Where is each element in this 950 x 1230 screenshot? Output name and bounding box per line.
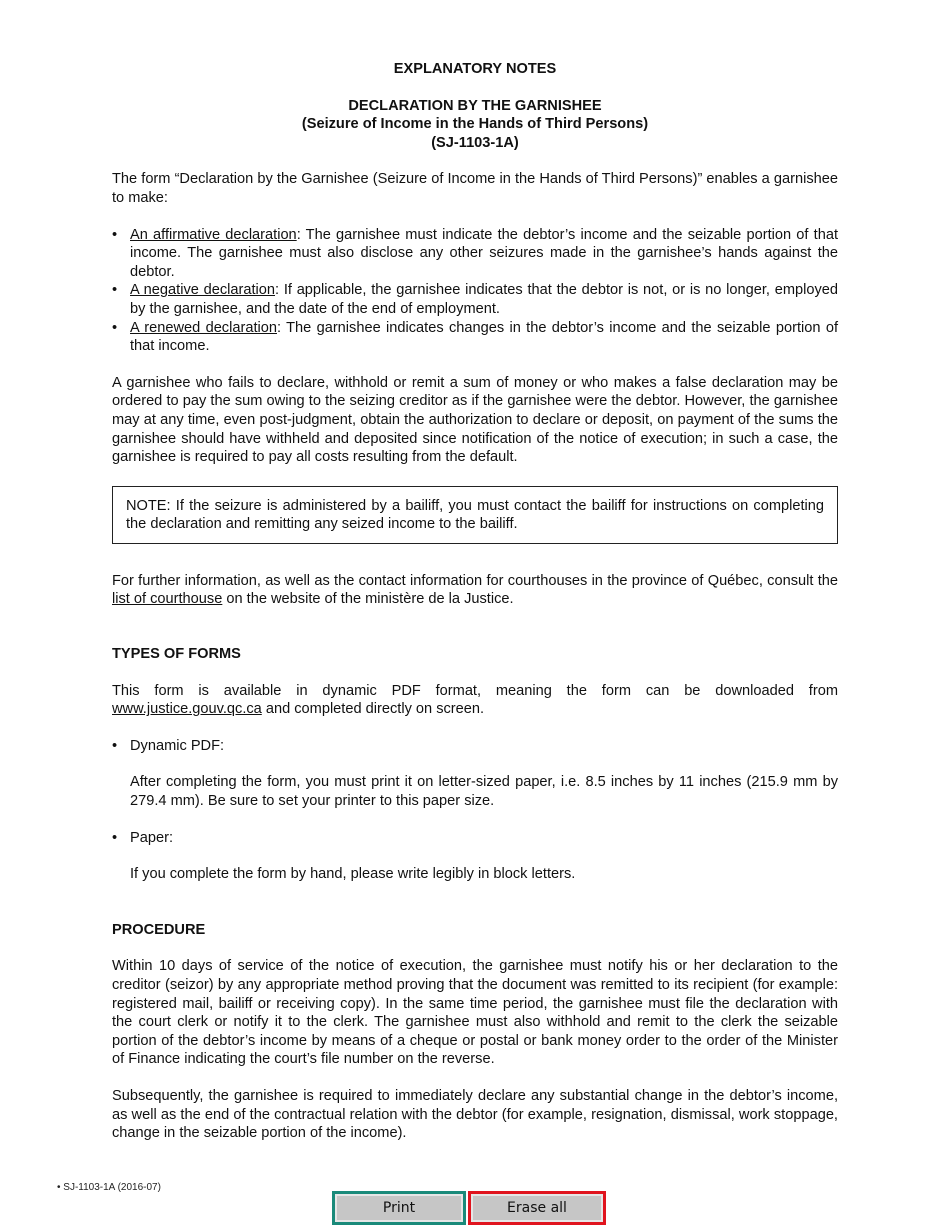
procedure-paragraph-1: Within 10 days of service of the notice of execution, the garnishee must notify his or her declaration to the creditor (seizor) by any appropriate method proving that the document was remitted to its recipient (for example: registered mail, bailiff or receiving copy). In the same time period, the garnishee must file the declaration with the court clerk or notify it to the clerk. The garnishee must also withhold and remit to the clerk the seizable portion of the debtor’s income by means of a cheque or postal or bank money order to the order of the Minister of Finance indicating the court’s file number on the reverse. — [112, 958, 838, 1068]
bullet-text: : If applicable, the garnishee indicates that the debtor is not, or is no longer, employed by the garnishee, and the date of the end of employment. — [130, 282, 838, 317]
dynamic-pdf-list — [112, 737, 838, 756]
types-of-forms-heading: TYPES OF FORMS — [112, 646, 241, 663]
form-code: • SJ-1103-1A (2016-07) — [57, 1182, 161, 1193]
title-line-1: DECLARATION BY THE GARNISHEE — [348, 97, 602, 114]
intro-paragraph: The form “Declaration by the Garnishee (Seizure of Income in the Hands of Third Persons)” enables a garnishee to make: — [112, 171, 838, 206]
types-intro-paragraph — [112, 682, 838, 719]
list-item — [112, 319, 838, 356]
list-item — [112, 281, 838, 318]
courthouse-list-link[interactable]: list of courthouse — [112, 591, 223, 608]
bailiff-note-box: NOTE: If the seizure is administered by a bailiff, you must contact the bailiff for instructions on completing the declaration and remitting any seized income to the bailiff. — [112, 486, 838, 544]
erase-all-button[interactable] — [468, 1191, 606, 1225]
types-text-after: and completed directly on screen. — [261, 701, 485, 718]
bullet-text: : The garnishee must indicate the debtor’s income and the seizable portion of that income. The garnishee must also disclose any other seizures made in the garnishee’s hands against the debtor. — [130, 226, 839, 280]
types-text-before: This form is available in dynamic PDF format, meaning the form can be downloaded from — [112, 682, 838, 699]
bullet-text: : The garnishee indicates changes in the debtor’s income and the seizable portion of that income. — [130, 319, 838, 355]
penalty-paragraph: A garnishee who fails to declare, withhold or remit a sum of money or who makes a false declaration may be ordered to pay the sum owing to the seizing creditor as if the garnishee were the debtor. However, the garnishee may at any time, even post-judgment, obtain the authorization to declare or deposit, on payment of the sums the garnishee should have withheld and deposited since notification of the notice of execution; in such a case, the garnishee is required to pay all costs resulting from the default. — [112, 374, 838, 466]
further-info-paragraph — [112, 572, 838, 609]
print-button-label: Print — [335, 1194, 463, 1222]
bullet-label-renewed: A renewed declaration — [130, 319, 277, 336]
list-item: • Dynamic PDF: — [112, 737, 838, 756]
procedure-heading: PROCEDURE — [112, 921, 206, 938]
bullet-label-negative: A negative declaration — [130, 282, 276, 299]
document-body — [112, 60, 838, 1143]
print-button[interactable] — [332, 1191, 466, 1225]
form-title — [112, 97, 838, 153]
list-item: • Paper: — [112, 829, 838, 848]
further-text-before: For further information, as well as the contact information for courthouses in the province of Québec, consult the — [112, 572, 838, 589]
bullet-label-affirmative: An affirmative declaration — [130, 226, 297, 243]
paper-text: If you complete the form by hand, please write legibly in block letters. — [130, 866, 576, 883]
dynamic-pdf-text: After completing the form, you must print it on letter-sized paper, i.e. 8.5 inches by 11 inches (215.9 mm by 279.4 mm). Be sure to set your printer to this paper size. — [130, 774, 838, 810]
justice-website-link[interactable]: www.justice.gouv.qc.ca — [112, 701, 262, 718]
procedure-paragraph-2: Subsequently, the garnishee is required to immediately declare any substantial change in the debtor’s income, as well as the end of the contractual relation with the debtor (for example, resignation, dismissal, work stoppage, change in the seizable portion of the income). — [112, 1087, 838, 1142]
erase-all-button-label: Erase all — [471, 1194, 603, 1222]
paper-list — [112, 829, 838, 848]
further-text-after: on the website of the ministère de la Justice. — [222, 591, 514, 608]
explanatory-notes-heading: EXPLANATORY NOTES — [393, 61, 557, 77]
list-item — [112, 226, 838, 282]
declaration-types-list — [112, 226, 838, 356]
title-line-2: (Seizure of Income in the Hands of Third Persons) — [301, 116, 649, 133]
title-line-3: (SJ-1103-1A) — [431, 134, 519, 151]
